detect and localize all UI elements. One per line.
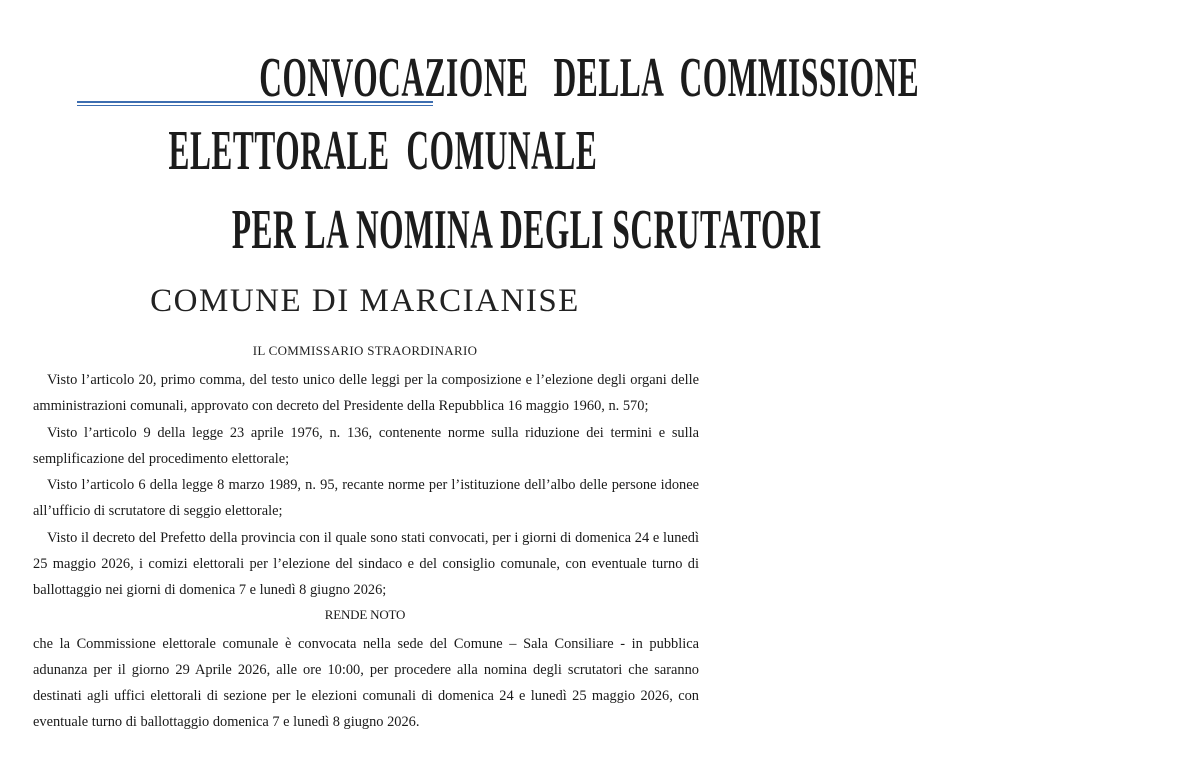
title-text-2: ELETTORALE COMUNALE — [168, 120, 598, 182]
preamble-paragraph-1 — [33, 367, 699, 419]
preamble-text-4: Visto il decreto del Prefetto della provincia con il quale sono stati convocati, per i giorni di domenica 24 e lunedì 25 maggio 2026, i comizi elettorali per l’elezione del sindaco e del consiglio comunale, con eventuale turno di ballottaggio nei giorni di domenica 7 e lunedì 8 giugno 2026; — [33, 530, 699, 598]
announcement-text: che la Commissione elettorale comunale è convocata nella sede del Comune – Sala Consiliare - in pubblica adunanza per il giorno 29 Aprile 2026, alle ore 10:00, per procedere alla nomina degli scrutatori che saranno destinati agli uffici elettorali di sezione per le elezioni comunali di domenica 24 e lunedì 25 maggio 2026, con eventuale turno di ballottaggio domenica 7 e lunedì 8 giugno 2026. — [33, 636, 699, 730]
preamble-paragraph-2 — [33, 420, 699, 472]
announcement-heading: RENDE NOTO — [324, 607, 406, 622]
title-line-3 — [0, 199, 822, 261]
announcement-paragraph — [33, 631, 699, 735]
title-text-3: PER LA NOMINA DEGLI SCRUTATORI — [231, 199, 822, 261]
title-line-2 — [0, 121, 730, 181]
preamble-paragraph-4 — [33, 525, 699, 603]
title-underline — [77, 101, 433, 106]
preamble-paragraph-3 — [33, 472, 699, 524]
preamble-text-3: Visto l’articolo 6 della legge 8 marzo 1989, n. 95, recante norme per l’istituzione dell’albo delle persone idonee all’ufficio di scrutatore di seggio elettorale; — [33, 477, 699, 519]
title-line-1 — [0, 47, 920, 109]
preamble-text-1: Visto l’articolo 20, primo comma, del testo unico delle leggi per la composizione e l’elezione degli organi delle amministrazioni comunali, approvato con decreto del Presidente della Repubblica 16 maggio 1960, n. 570; — [33, 372, 699, 414]
issuer-heading: IL COMMISSARIO STRAORDINARIO — [252, 343, 478, 358]
title-text-1: CONVOCAZIONE DELLA COMMISSIONE — [259, 47, 920, 109]
municipality-name: COMUNE DI MARCIANISE — [150, 283, 580, 319]
preamble-text-2: Visto l’articolo 9 della legge 23 aprile 1976, n. 136, contenente norme sulla riduzione dei termini e sulla semplificazione del procedimento elettorale; — [33, 425, 699, 467]
